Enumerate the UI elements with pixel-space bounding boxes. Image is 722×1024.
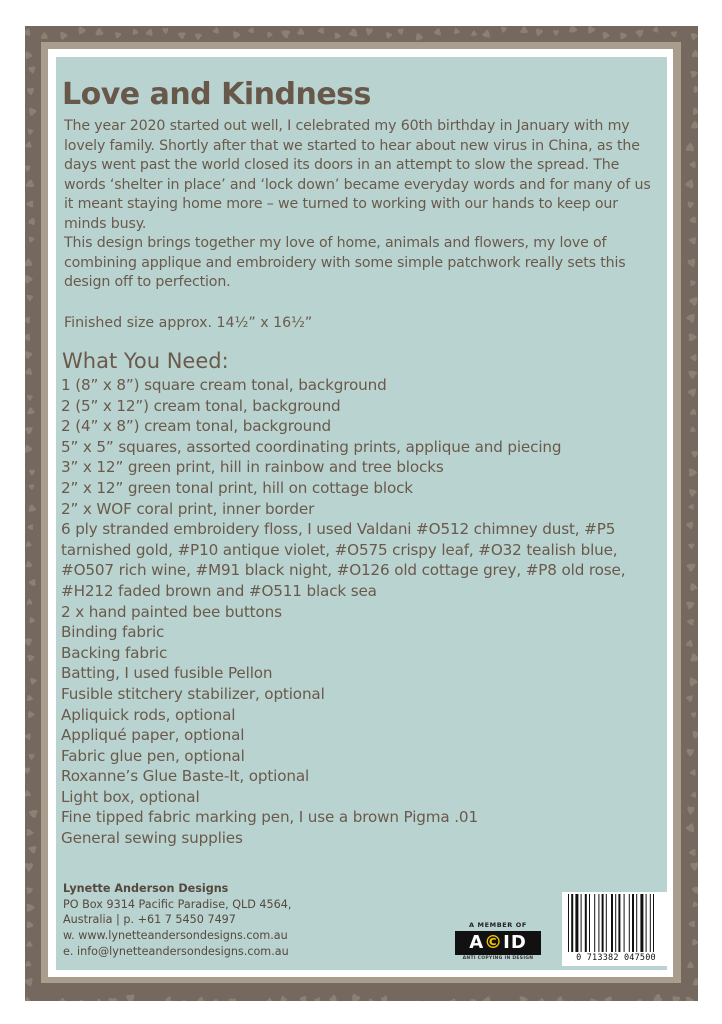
heart-icon [29,470,35,476]
list-item: Fine tipped fabric marking pen, I use a brown Pigma .01 [61,808,478,827]
heart-icon [27,483,34,490]
heart-icon [164,996,171,1001]
heart-icon [384,30,393,39]
heart-icon [567,999,576,1001]
heart-icon [690,653,698,663]
page-title: Love and Kindness [62,77,371,112]
heart-icon [348,28,360,40]
heart-icon [690,862,698,871]
heart-icon [686,600,696,610]
heart-icon [482,29,493,40]
finished-size: Finished size approx. 14½” x 16½” [64,314,313,331]
heart-icon [690,69,698,78]
heart-icon [181,1000,189,1001]
heart-icon [27,845,37,854]
heart-icon [448,998,458,1001]
heart-icon [686,693,695,702]
barcode-bar [615,894,616,952]
heart-icon [586,26,596,36]
heart-icon [690,978,698,988]
heart-icon [26,504,36,514]
heart-icon [25,315,32,324]
list-item: 2 (4” x 8”) cream tonal, background [61,417,332,436]
heart-icon [672,996,681,1001]
heart-icon [689,295,698,307]
heart-icon [26,127,34,135]
heart-icon [689,469,697,477]
heart-icon [691,885,698,894]
address-line: Australia | p. +61 7 5450 7497 [63,913,236,927]
heart-icon [26,695,34,702]
heart-icon [690,729,698,739]
acid-logo [452,921,544,966]
heart-icon [25,407,35,417]
heart-icon [193,31,202,40]
list-item: Backing fabric [61,643,168,662]
heart-icon [25,863,33,872]
heart-icon [25,941,33,949]
heart-icon [176,30,186,40]
heart-icon [687,386,698,397]
heart-icon [414,31,423,41]
heart-icon [25,444,33,454]
heart-icon [25,163,32,171]
barcode-bar [632,894,634,952]
heart-icon [28,676,37,685]
heart-icon [686,618,694,626]
barcode-bar [624,894,625,952]
heart-icon [231,29,241,39]
heart-icon [600,30,609,40]
barcode-bar [606,894,607,952]
heart-icon [28,579,35,586]
heart-icon [27,524,33,530]
barcode-bars-icon [562,892,670,954]
barcode-bar [618,894,620,952]
heart-icon [635,27,646,38]
heart-icon [299,995,307,1001]
heart-icon [687,487,697,497]
heart-icon [686,521,695,530]
heart-icon [691,85,698,94]
what-you-need-heading: What You Need: [62,349,229,373]
heart-icon [690,354,698,363]
heart-icon [690,938,698,947]
heart-icon [25,293,34,302]
heart-icon [26,201,33,208]
heart-icon [25,273,33,284]
heart-icon [692,49,698,57]
barcode-bar [653,894,654,952]
heart-icon [314,997,322,1001]
heart-icon [26,904,35,912]
heart-icon [27,88,34,96]
heart-icon [552,28,560,36]
heart-icon [687,675,698,686]
heart-icon [279,28,290,39]
heart-icon [25,27,32,36]
list-item: 2 (5” x 12”) cream tonal, background [61,396,341,415]
barcode-bar [575,894,578,952]
heart-icon [687,806,695,815]
heart-icon [25,332,32,342]
acid-logo-id: ID [503,932,527,953]
heart-icon [689,121,698,131]
heart-icon [687,961,694,968]
heart-icon [469,997,477,1001]
heart-icon [26,829,34,836]
barcode-bar [581,894,582,952]
heart-icon [28,236,35,242]
email-text: e. info@lynetteandersondesigns.com.au [63,944,289,958]
heart-icon [401,999,411,1001]
heart-icon [688,236,697,244]
heart-icon [26,886,34,894]
heart-icon [131,27,138,35]
heart-icon [26,711,35,720]
company-name: Lynette Anderson Designs [63,882,229,895]
heart-icon [94,998,103,1001]
heart-icon [28,754,34,761]
heart-icon [58,30,68,40]
heart-icon [692,901,698,908]
list-item: Binding fabric [61,623,165,642]
list-item: Apliquick rods, optional [61,705,236,724]
heart-icon [686,749,693,757]
heart-icon [687,542,695,550]
intro-paragraph: The year 2020 started out well, I celebrated my 60th birthday in January with my lovely family. Shortly after that we started to hear about new virus in China, as the days went past the world closed its doors in an attempt to slow the spread. The words ‘shelter in place’ and ‘lock down’ became everyday words and for many of us it meant staying home more – we turned to working with our hands to keep our minds busy. [64,118,651,232]
heart-icon [687,258,697,269]
heart-icon [538,998,546,1001]
heart-icon [651,993,663,1001]
list-item: 2” x 12” green tonal print, hill on cottage block [61,478,413,497]
heart-icon [690,768,698,776]
heart-icon [27,808,38,818]
heart-icon [690,280,697,287]
heart-icon [25,789,31,796]
heart-icon [691,106,698,115]
barcode-digits: 0 713382 047500 [576,953,656,963]
heart-icon [691,449,698,458]
heart-icon [520,26,530,36]
heart-icon [108,998,116,1001]
barcode-bar [646,894,647,952]
heart-icon [689,161,698,170]
heart-icon [40,999,50,1001]
acid-tagline: ANTI COPYING IN DESIGN [462,956,534,961]
heart-icon [690,426,696,432]
acid-logo-c: © [484,932,504,953]
heart-icon [25,393,33,401]
heart-icon [265,30,273,38]
heart-icon [652,26,660,34]
list-item: 5” x 5” squares, assorted coordinating prints, applique and piecing [61,437,562,456]
acid-member-text: A MEMBER OF [469,921,527,929]
heart-icon [686,997,695,1001]
heart-icon [620,32,628,39]
barcode-bar [594,894,595,952]
heart-icon [688,582,698,592]
heart-icon [93,28,104,38]
heart-icon [25,920,34,929]
heart-icon [28,66,36,74]
heart-icon [26,106,36,117]
heart-icon [25,978,34,988]
heart-icon [691,712,697,718]
heart-icon [25,961,32,969]
heart-icon [25,561,34,569]
heart-icon [669,30,677,38]
barcode-bar [602,894,604,952]
address-line: PO Box 9314 Pacific Paradise, QLD 4564, [63,897,292,911]
heart-icon [534,28,543,37]
heart-icon [146,1000,155,1001]
heart-icon [604,996,612,1001]
heart-icon [365,28,373,36]
barcode-bar [636,894,637,952]
list-item: Light box, optional [61,787,200,806]
heart-icon [27,598,33,604]
heart-icon [76,26,86,36]
website-text: w. www.lynetteandersondesigns.com.au [63,929,288,943]
heart-icon [470,30,478,38]
heart-icon [433,28,443,38]
heart-icon [162,28,168,35]
heart-icon [687,201,694,209]
heart-icon [25,767,30,774]
heart-icon [25,733,32,741]
heart-icon [413,998,423,1001]
list-item: 2 x hand painted bee buttons [61,602,282,621]
barcode-bar [571,894,573,952]
heart-icon [247,27,254,34]
barcode-bar [629,894,630,952]
acid-logo-mark [455,931,541,955]
barcode-bar [589,894,590,952]
list-item: Roxanne’s Glue Baste-It, optional [61,767,310,786]
list-item: Batting, I used fusible Pellon [61,664,273,683]
heart-icon [686,142,695,151]
what-you-need-list [61,375,664,849]
heart-icon [686,311,698,323]
heart-icon [689,216,697,224]
heart-icon [197,996,205,1001]
barcode-bar [568,894,569,952]
list-item: 6 ply stranded embroidery floss, I used Valdani #O512 chimney dust, #P5 tarnished gold, #P10 antique violet, #O575 crispy leaf, #O32 tealish blue, #O507 rich wine, #M91 black night, #O126 old cottage grey, #P8 old rose, #H212 faded brown and #O511 black sea [61,520,626,600]
heart-icon [79,1000,87,1001]
heart-icon [686,561,697,572]
heart-icon [297,28,306,37]
heart-icon [212,27,221,36]
heart-icon [689,31,698,41]
heart-icon [317,27,324,34]
heart-icon [278,995,287,1001]
heart-icon [380,995,389,1001]
heart-icon [126,994,135,1001]
barcode-bar [598,894,599,952]
list-item: 1 (8” x 8”) square cream tonal, background [61,376,387,394]
heart-icon [435,1000,443,1001]
heart-icon [620,1000,630,1001]
barcode-bar [650,894,651,952]
heart-icon [688,504,694,510]
heart-icon [500,26,507,33]
heart-icon [25,349,33,359]
heart-icon [146,28,154,37]
heart-icon [503,1000,511,1001]
heart-icon [25,141,32,148]
barcode [562,892,670,966]
heart-icon [689,849,696,856]
list-item: Fabric glue pen, optional [61,746,245,765]
barcode-bar [585,894,587,952]
barcode-bar [611,894,613,952]
main-content [61,75,664,849]
heart-icon [686,368,697,379]
heart-icon [691,791,698,798]
heart-icon [349,993,360,1001]
list-item: General sewing supplies [61,829,243,848]
list-item: Appliqué paper, optional [61,726,245,745]
heart-icon [690,408,697,415]
heart-icon [688,921,695,927]
heart-icon [25,179,35,190]
heart-icon [25,636,33,646]
heart-icon [685,178,696,189]
heart-icon [25,258,32,266]
heart-icon [567,26,578,35]
list-item: 3” x 12” green print, hill in rainbow and tree blocks [61,458,444,477]
heart-icon [25,50,33,60]
heart-icon [229,998,236,1001]
heart-icon [210,998,221,1001]
intro-text [64,117,664,293]
heart-icon [686,639,694,648]
heart-icon [453,28,460,35]
heart-icon [329,994,340,1001]
heart-icon [25,425,35,435]
heart-icon [25,541,32,549]
heart-icon [266,997,274,1001]
heart-icon [25,367,34,377]
list-item: 2” x WOF coral print, inner border [61,499,315,518]
heart-icon [366,998,376,1001]
heart-icon [25,996,31,1001]
heart-icon [685,823,697,835]
heart-icon [114,32,121,40]
heart-icon [482,995,493,1001]
heart-icon [27,653,36,661]
acid-logo-a: A [469,932,485,953]
heart-icon [57,997,68,1001]
heart-icon [554,996,564,1001]
barcode-bar [640,894,643,952]
heart-icon [519,996,528,1001]
list-item: Fusible stitchery stabilizer, optional [61,684,325,703]
heart-icon [28,216,37,225]
intro-paragraph: This design brings together my love of home, animals and flowers, my love of combining applique and embroidery with some simple patchwork really sets this design off to perfection. [64,235,626,290]
contact-footer [63,881,363,960]
heart-icon [41,32,48,39]
heart-icon [688,333,697,341]
heart-icon [634,998,644,1001]
heart-icon [28,616,35,623]
heart-icon [334,32,341,39]
heart-icon [397,28,405,36]
heart-icon [587,996,598,1001]
